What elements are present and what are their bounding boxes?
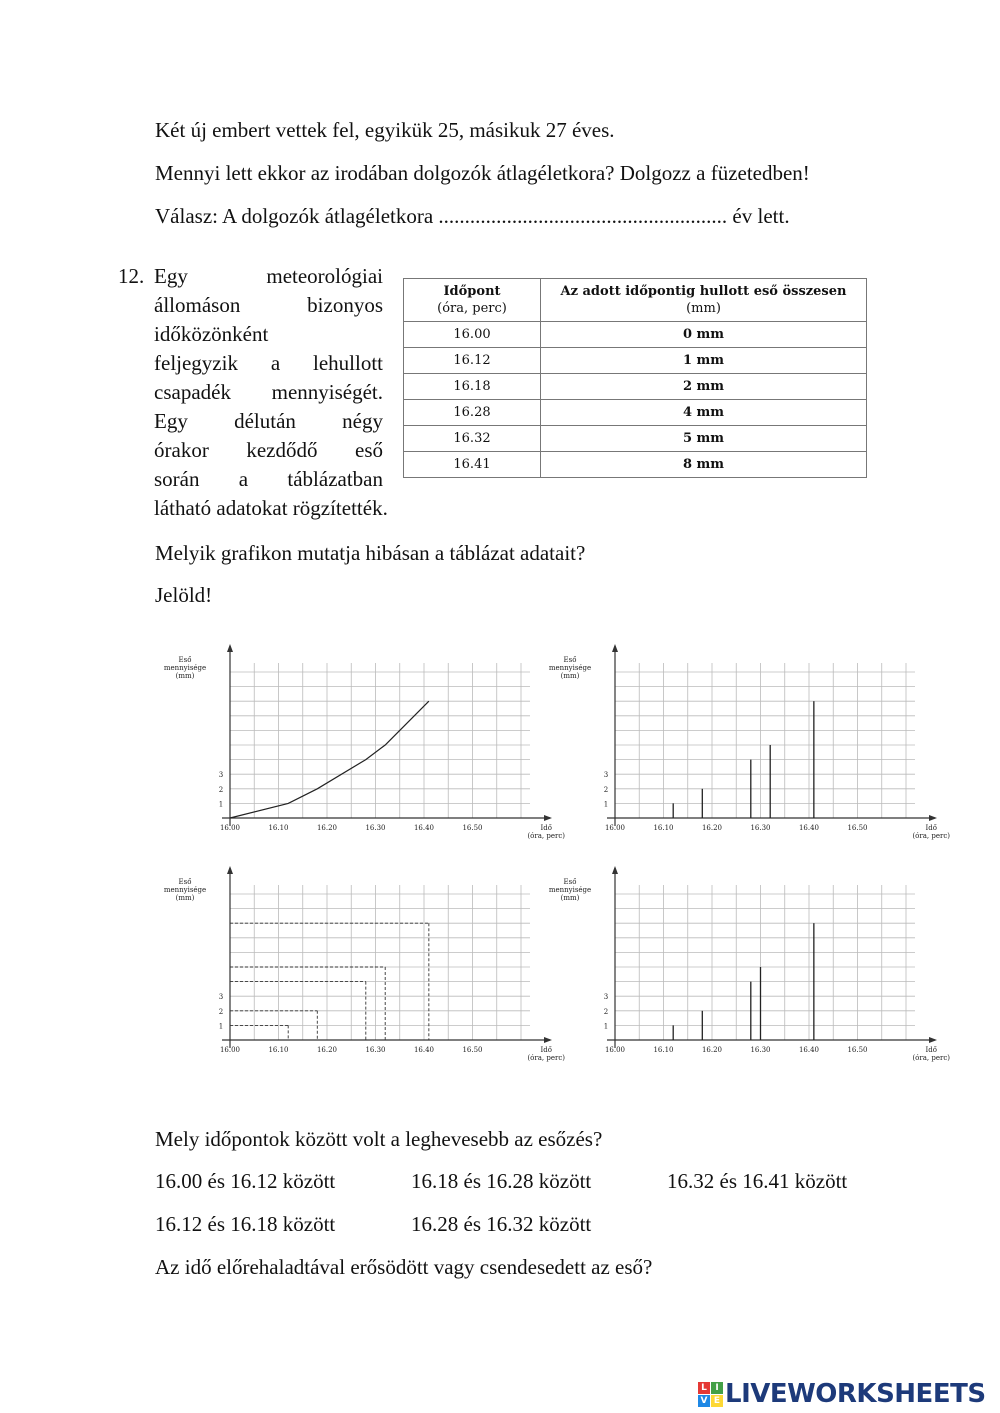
chart-a-svg[interactable] (163, 640, 565, 845)
y-axis-label: Eső (178, 878, 192, 886)
x-axis-label: Idő (540, 824, 552, 832)
logo-text: LIVEWORKSHEETS (725, 1379, 986, 1409)
x-tick-label: 16.20 (316, 1046, 338, 1054)
x-axis-label: (óra, perc) (912, 1054, 950, 1062)
q13-option[interactable]: 16.00 és 16.12 között (155, 1169, 336, 1193)
table-cell-amount: 4 mm (541, 400, 867, 426)
q12-line: csapadék mennyiségét. (154, 380, 383, 404)
table-header-amount-label: Az adott időpontig hullott eső összesen (560, 284, 847, 299)
x-tick-label: 16.10 (653, 1046, 674, 1054)
q13-option[interactable]: 16.12 és 16.18 között (155, 1212, 336, 1236)
table-row (404, 426, 867, 452)
x-tick-label: 16.20 (316, 824, 338, 832)
q12-line: időközönként (154, 322, 269, 346)
table-cell-amount: 1 mm (541, 348, 867, 374)
x-tick-label: 16.00 (219, 824, 241, 832)
x-axis-label: (óra, perc) (912, 832, 950, 840)
x-tick-label: 16.50 (462, 1046, 483, 1054)
y-axis-arrow (612, 866, 618, 874)
y-tick-label: 1 (603, 800, 609, 809)
chart-c[interactable] (163, 862, 565, 1067)
chart-b[interactable] (548, 640, 950, 845)
x-tick-label: 16.30 (365, 824, 386, 832)
x-tick-label: 16.30 (750, 1046, 771, 1054)
q12-question: Melyik grafikon mutatja hibásan a táblázat adatait? (155, 541, 586, 565)
x-tick-label: 16.50 (847, 824, 868, 832)
x-tick-label: 16.40 (413, 824, 435, 832)
x-tick-label: 16.10 (653, 824, 674, 832)
q13-option[interactable]: 16.32 és 16.41 között (667, 1169, 848, 1193)
logo-badge-letter: V (698, 1395, 710, 1407)
y-axis-label: mennyisége (163, 886, 207, 894)
table-cell-time: 16.00 (404, 322, 541, 348)
table-header-time-unit: (óra, perc) (437, 301, 507, 316)
y-tick-label: 3 (603, 771, 609, 780)
q12-number: 12. (118, 264, 145, 288)
chart-b-svg[interactable] (548, 640, 950, 845)
y-axis-label: (mm) (560, 894, 580, 902)
x-tick-label: 16.00 (604, 1046, 626, 1054)
table-row (404, 452, 867, 478)
x-tick-label: 16.50 (847, 1046, 868, 1054)
y-tick-label: 2 (603, 785, 609, 794)
table-cell-amount: 2 mm (541, 374, 867, 400)
x-axis-arrow (929, 1037, 937, 1043)
y-axis-label: mennyisége (163, 664, 207, 672)
intro-line-2: Mennyi lett ekkor az irodában dolgozók átlagéletkora? Dolgozz a füzetedben! (155, 161, 810, 185)
y-tick-label: 1 (218, 1022, 224, 1031)
y-axis-arrow (612, 644, 618, 652)
y-tick-label: 1 (218, 800, 224, 809)
answer-suffix: év lett. (732, 204, 790, 228)
logo-badge-letter: L (698, 1382, 710, 1394)
q12-line: látható adatokat rögzítették. (154, 496, 388, 520)
table-header-amount-unit: (mm) (686, 301, 721, 316)
y-axis-arrow (227, 866, 233, 874)
table-header-time (404, 279, 541, 322)
y-tick-label: 2 (603, 1007, 609, 1016)
q13-option[interactable]: 16.28 és 16.32 között (411, 1212, 592, 1236)
y-tick-label: 3 (603, 993, 609, 1002)
logo-badge-letter: E (711, 1395, 723, 1407)
x-axis-label: (óra, perc) (527, 1054, 565, 1062)
q12-line: órakor kezdődő eső (154, 438, 383, 462)
table-cell-time: 16.28 (404, 400, 541, 426)
x-axis-label: Idő (925, 1046, 937, 1054)
x-tick-label: 16.10 (268, 824, 289, 832)
y-axis-arrow (227, 644, 233, 652)
x-tick-label: 16.00 (604, 824, 626, 832)
y-axis-label: (mm) (175, 672, 195, 680)
logo-badge (698, 1382, 723, 1407)
y-tick-label: 3 (218, 993, 224, 1002)
y-tick-label: 1 (603, 1022, 609, 1031)
x-tick-label: 16.30 (750, 824, 771, 832)
y-axis-label: (mm) (175, 894, 195, 902)
q12-line: feljegyzik a lehullott (154, 351, 383, 375)
chart-d-svg[interactable] (548, 862, 950, 1067)
y-axis-label: mennyisége (548, 664, 592, 672)
q13-option[interactable]: 16.18 és 16.28 között (411, 1169, 592, 1193)
x-axis-label: Idő (925, 824, 937, 832)
q14-question: Az idő előrehaladtával erősödött vagy csendesedett az eső? (155, 1255, 653, 1279)
q12-text (118, 262, 388, 523)
x-tick-label: 16.30 (365, 1046, 386, 1054)
liveworksheets-logo (698, 1377, 986, 1411)
chart-c-svg[interactable] (163, 862, 565, 1067)
x-tick-label: 16.40 (413, 1046, 435, 1054)
q12-line: Egy délután négy (154, 409, 383, 433)
y-tick-label: 2 (218, 1007, 224, 1016)
x-tick-label: 16.10 (268, 1046, 289, 1054)
x-axis-arrow (929, 815, 937, 821)
q12-line: állomáson bizonyos (154, 293, 383, 317)
y-axis-label: (mm) (560, 672, 580, 680)
intro-line-1: Két új embert vettek fel, egyikük 25, másikuk 27 éves. (155, 118, 615, 142)
table-row (404, 348, 867, 374)
table-cell-time: 16.41 (404, 452, 541, 478)
table-cell-time: 16.18 (404, 374, 541, 400)
q12-line: során a táblázatban (154, 467, 383, 491)
table-header-amount (541, 279, 867, 322)
rain-table (403, 278, 867, 478)
x-tick-label: 16.40 (798, 824, 820, 832)
table-row (404, 374, 867, 400)
y-axis-label: Eső (563, 878, 577, 886)
answer-line (155, 204, 790, 229)
x-axis-label: (óra, perc) (527, 832, 565, 840)
x-tick-label: 16.40 (798, 1046, 820, 1054)
answer-prefix: Válasz: A dolgozók átlagéletkora (155, 204, 434, 228)
table-cell-amount: 5 mm (541, 426, 867, 452)
table-header-time-label: Időpont (443, 284, 501, 299)
y-tick-label: 3 (218, 771, 224, 780)
table-cell-time: 16.32 (404, 426, 541, 452)
x-tick-label: 16.50 (462, 824, 483, 832)
table-row (404, 322, 867, 348)
x-tick-label: 16.20 (701, 824, 723, 832)
table-cell-amount: 0 mm (541, 322, 867, 348)
y-tick-label: 2 (218, 785, 224, 794)
logo-badge-letter: I (711, 1382, 723, 1394)
y-axis-label: Eső (178, 656, 192, 664)
x-tick-label: 16.00 (219, 1046, 241, 1054)
q13-question: Mely időpontok között volt a leghevesebb az esőzés? (155, 1127, 603, 1151)
x-tick-label: 16.20 (701, 1046, 723, 1054)
chart-a[interactable] (163, 640, 565, 845)
chart-d[interactable] (548, 862, 950, 1067)
table-cell-amount: 8 mm (541, 452, 867, 478)
y-axis-label: mennyisége (548, 886, 592, 894)
x-axis-label: Idő (540, 1046, 552, 1054)
table-row (404, 400, 867, 426)
table-cell-time: 16.12 (404, 348, 541, 374)
answer-blank[interactable]: ....................................................... (438, 204, 728, 228)
q12-line: Egy meteorológiai (154, 264, 383, 288)
q12-instruction: Jelöld! (155, 583, 213, 607)
y-axis-label: Eső (563, 656, 577, 664)
